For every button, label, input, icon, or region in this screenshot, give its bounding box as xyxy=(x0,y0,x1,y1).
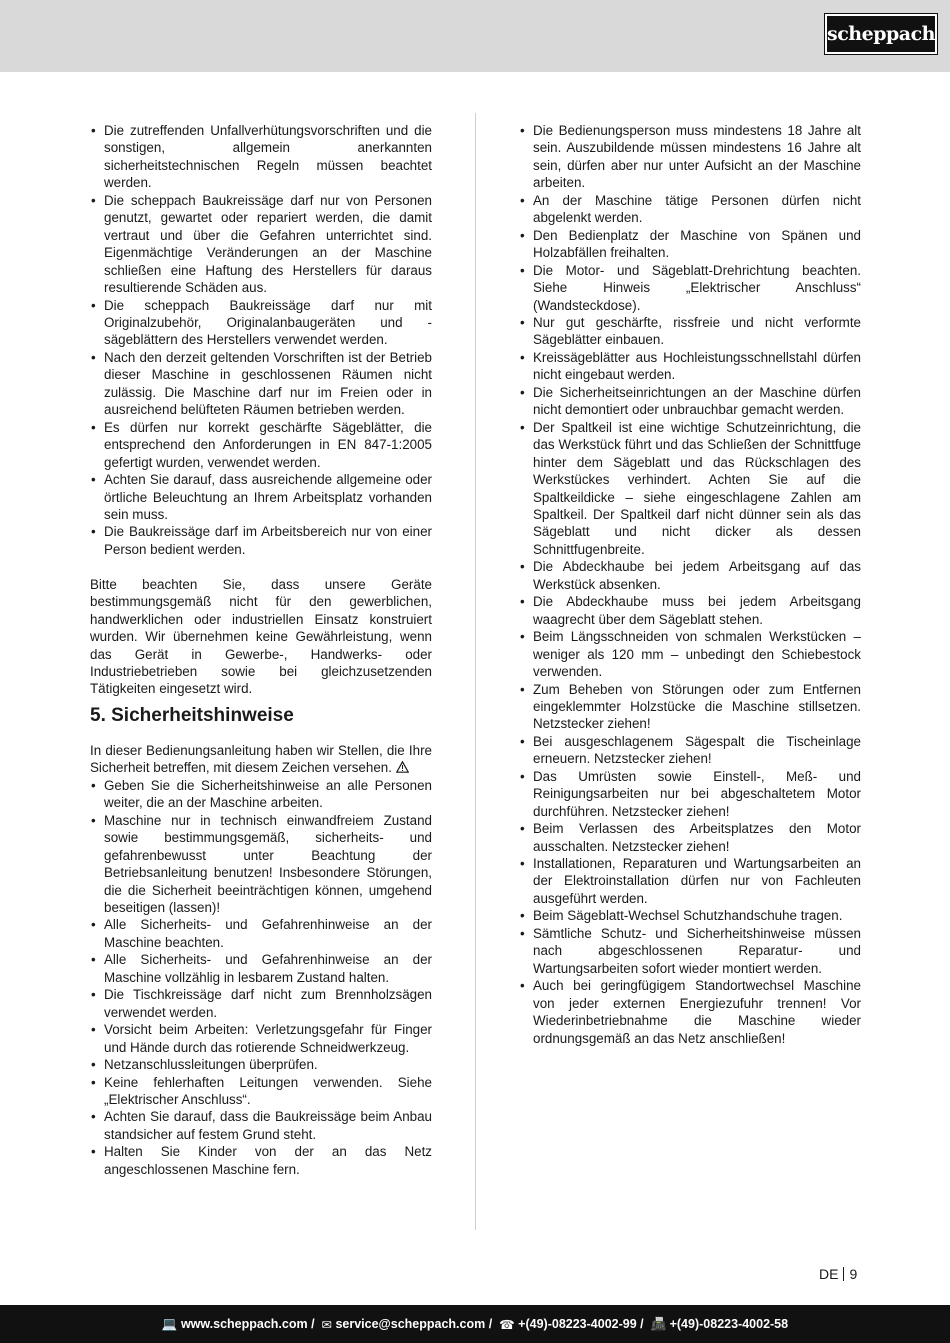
list-item: • Achten Sie darauf, dass die Baukreissäge beim Anbau standsicher auf festem Grund steht. xyxy=(90,1108,432,1143)
list-item: • Halten Sie Kinder von der an das Netz angeschlossenen Maschine fern. xyxy=(90,1143,432,1178)
bullet-list-top xyxy=(90,122,432,558)
intro-paragraph xyxy=(90,742,432,777)
list-item: • Zum Beheben von Störungen oder zum Entfernen eingeklemmter Holzstücke die Maschine stillsetzen. Netzstecker ziehen! xyxy=(519,681,861,733)
list-item: • Achten Sie darauf, dass ausreichende allgemeine oder örtliche Beleuchtung an Ihrem Arbeitsplatz vorhanden sein muss. xyxy=(90,471,432,523)
phone-icon: ☎ xyxy=(492,1317,519,1332)
page-lang: DE xyxy=(819,1266,839,1282)
list-item: • Sämtliche Schutz- und Sicherheitshinweise müssen nach abgeschlossenen Reparatur- und Wartungsarbeiten sofort wieder montiert werden. xyxy=(519,925,861,977)
list-item: • Beim Längsschneiden von schmalen Werkstücken – weniger als 120 mm – unbedingt den Schiebestock verwenden. xyxy=(519,628,861,680)
list-item: • Keine fehlerhaften Leitungen verwenden. Siehe „Elektrischer Anschluss“. xyxy=(90,1074,432,1109)
list-item: • Das Umrüsten sowie Einstell-, Meß- und Reinigungsarbeiten nur bei abgeschaltetem Motor durchführen. Netzstecker ziehen! xyxy=(519,768,861,820)
page-number xyxy=(819,1265,857,1283)
list-item: • Die zutreffenden Unfallverhütungsvorschriften und die sonstigen, allgemein anerkannten sicherheitstechnischen Regeln müssen beachtet werden. xyxy=(90,122,432,192)
list-item: • Die scheppach Baukreissäge darf nur von Personen genutzt, gewartet oder repariert werden, die damit vertraut und über die Gefahren unterrichtet sind. Eigenmächtige Veränderungen an der Maschine schließen eine Haftung des Herstellers für daraus resultierende Schäden aus. xyxy=(90,192,432,297)
left-column xyxy=(90,122,432,1178)
list-item: • Maschine nur in technisch einwandfreiem Zustand sowie bestimmungsgemäß, sicherheits- und gefahrenbewusst unter Beachtung der Betriebsanleitung benutzen! Insbesondere Störungen, die die Sicherheit beeinträchtigen können, umgehend beseitigen (lassen)! xyxy=(90,812,432,917)
list-item: • Die Tischkreissäge darf nicht zum Brennholzsägen verwendet werden. xyxy=(90,986,432,1021)
warning-triangle-icon xyxy=(396,760,409,775)
section-heading: 5. Sicherheitshinweise xyxy=(90,704,294,726)
footer-contact-bar xyxy=(0,1305,950,1343)
list-item: • Die Bedienungsperson muss mindestens 18 Jahre alt sein. Auszubildende müssen mindestens 16 Jahre alt sein, dürfen aber nur unter Aufsicht an der Maschine arbeiten. xyxy=(519,122,861,192)
list-item: • Alle Sicherheits- und Gefahrenhinweise an der Maschine beachten. xyxy=(90,916,432,951)
footer-email[interactable]: service@scheppach.com / xyxy=(335,1317,493,1331)
column-divider xyxy=(475,113,476,1230)
right-column xyxy=(519,122,861,1047)
list-item: • Die Sicherheitseinrichtungen an der Maschine dürfen nicht demontiert oder unbrauchbar gemacht werden. xyxy=(519,384,861,419)
list-item: • Nach den derzeit geltenden Vorschriften ist der Betrieb dieser Maschine in geschlossenen Räumen nicht zulässig. Die Maschine darf nur im Freien oder in ausreichend belüfteten Räumen betrieben werden. xyxy=(90,349,432,419)
list-item: • Den Bedienplatz der Maschine von Spänen und Holzabfällen freihalten. xyxy=(519,227,861,262)
list-item: • Auch bei geringfügigem Standortwechsel Maschine von jeder externen Energiezufuhr trennen! Vor Wiederinbetriebnahme die Maschine wieder ordnungsgemäß an das Netz anschließen! xyxy=(519,977,861,1047)
list-item: • Die Abdeckhaube bei jedem Arbeitsgang auf das Werkstück absenken. xyxy=(519,558,861,593)
list-item: • Die Motor- und Sägeblatt-Drehrichtung beachten. Siehe Hinweis „Elektrischer Anschluss“ (Wandsteckdose). xyxy=(519,262,861,314)
fax-icon: 📠 xyxy=(643,1316,670,1331)
footer-phone: +(49)-08223-4002-99 / xyxy=(518,1317,644,1331)
header-band xyxy=(0,0,950,72)
computer-icon: 💻 xyxy=(161,1316,181,1331)
list-item: • Nur gut geschärfte, rissfreie und nicht verformte Sägeblätter einbauen. xyxy=(519,314,861,349)
list-item: • Alle Sicherheits- und Gefahrenhinweise an der Maschine vollzählig in lesbarem Zustand halten. xyxy=(90,951,432,986)
list-item: • Kreissägeblätter aus Hochleistungsschnellstahl dürfen nicht eingebaut werden. xyxy=(519,349,861,384)
intro-text: In dieser Bedienungsanleitung haben wir Stellen, die Ihre Sicherheit betreffen, mit diesem Zeichen versehen. xyxy=(90,742,432,776)
email-icon: ✉ xyxy=(314,1317,336,1332)
list-item: • Vorsicht beim Arbeiten: Verletzungsgefahr für Finger und Hände durch das rotierende Schneidwerkzeug. xyxy=(90,1021,432,1056)
page-number-separator xyxy=(843,1267,844,1281)
list-item: • Beim Sägeblatt-Wechsel Schutzhandschuhe tragen. xyxy=(519,907,861,924)
list-item: • Die Abdeckhaube muss bei jedem Arbeitsgang waagrecht über dem Sägeblatt stehen. xyxy=(519,593,861,628)
list-item: • Netzanschlussleitungen überprüfen. xyxy=(90,1056,432,1073)
list-item: • An der Maschine tätige Personen dürfen nicht abgelenkt werden. xyxy=(519,192,861,227)
bullet-list-bottom xyxy=(90,777,432,1178)
bullet-list-right xyxy=(519,122,861,1047)
list-item: • Die Baukreissäge darf im Arbeitsbereich nur von einer Person bedient werden. xyxy=(90,523,432,558)
scheppach-logo: scheppach xyxy=(825,14,937,54)
list-item: • Der Spaltkeil ist eine wichtige Schutzeinrichtung, die das Werkstück führt und das Schließen der Schnittfuge hinter dem Sägeblatt und das Rückschlagen des Werkstückes verhindert. Achten Sie auf die Spaltkeildicke – siehe eingeschlagene Zahlen am Spaltkeil. Der Spaltkeil darf nicht dünner sein als das Sägeblatt und nicht dicker als dessen Schnittfugenbreite. xyxy=(519,419,861,559)
page-number-value: 9 xyxy=(849,1266,858,1282)
list-item: • Bei ausgeschlagenem Sägespalt die Tischeinlage erneuern. Netzstecker ziehen! xyxy=(519,733,861,768)
disclaimer-paragraph: Bitte beachten Sie, dass unsere Geräte bestimmungsgemäß nicht für den gewerblichen, handwerklichen oder industriellen Einsatz konstruiert wurden. Wir übernehmen keine Gewährleistung, wenn das Gerät in Gewerbe-, Handwerks- oder Industriebetrieben sowie bei gleichzusetzenden Tätigkeiten eingesetzt wird. xyxy=(90,576,432,697)
list-item: • Beim Verlassen des Arbeitsplatzes den Motor ausschalten. Netzstecker ziehen! xyxy=(519,820,861,855)
footer-fax: +(49)-08223-4002-58 xyxy=(669,1317,789,1331)
list-item: • Die scheppach Baukreissäge darf nur mit Originalzubehör, Originalanbaugeräten und -sägeblättern des Herstellers verwendet werden. xyxy=(90,297,432,349)
list-item: • Es dürfen nur korrekt geschärfte Sägeblätter, die entsprechend den Anforderungen in EN 847-1:2005 gefertigt wurden, verwendet werden. xyxy=(90,419,432,471)
footer-website[interactable]: www.scheppach.com / xyxy=(180,1317,315,1331)
list-item: • Geben Sie die Sicherheitshinweise an alle Personen weiter, die an der Maschine arbeiten. xyxy=(90,777,432,812)
list-item: • Installationen, Reparaturen und Wartungsarbeiten an der Elektroinstallation dürfen nur von Fachleuten ausgeführt werden. xyxy=(519,855,861,907)
